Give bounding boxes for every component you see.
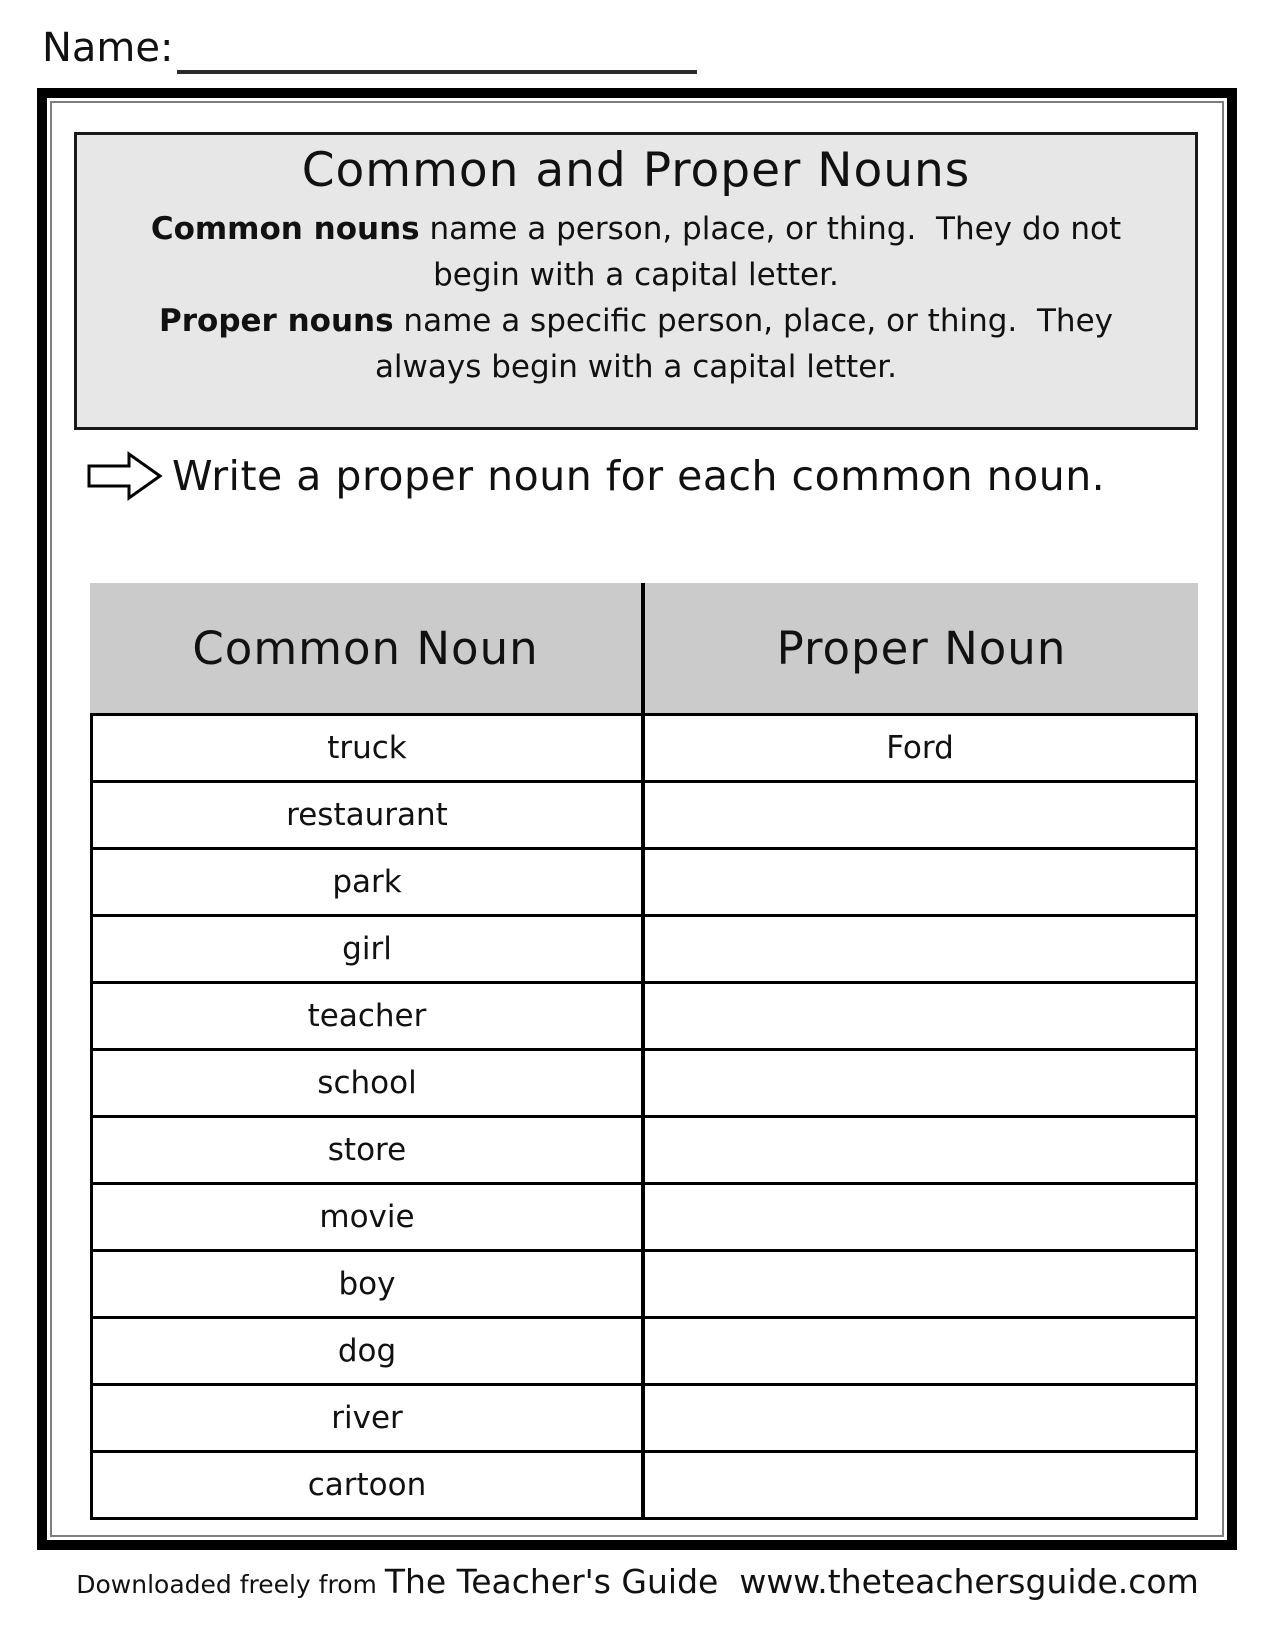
proper-noun-blank[interactable] [645, 917, 1195, 981]
common-noun-cell: girl [93, 917, 645, 981]
common-noun-cell: park [93, 850, 645, 914]
table-row [93, 1453, 1195, 1517]
common-noun-cell: store [93, 1118, 645, 1182]
table-row [93, 1051, 1195, 1118]
definition-line [77, 344, 1195, 390]
definition-line-text: name a person, place, or thing. They do not [419, 211, 1122, 247]
table-row [93, 1185, 1195, 1252]
footer-site-name: The Teacher's Guide [384, 1562, 719, 1601]
table-row [93, 984, 1195, 1051]
definition-term: Common nouns [150, 211, 420, 247]
table-row [93, 917, 1195, 984]
definition-line-text: name a specific person, place, or thing. They [393, 303, 1113, 339]
instruction-text: Write a proper noun for each common noun. [172, 452, 1106, 500]
footer-url: www.theteachersguide.com [739, 1562, 1199, 1601]
table-row [93, 1319, 1195, 1386]
footer-spacer [718, 1562, 739, 1601]
table-row [93, 783, 1195, 850]
proper-noun-blank[interactable] [645, 1185, 1195, 1249]
definition-line [77, 206, 1195, 252]
worksheet-title: Common and Proper Nouns [301, 143, 971, 198]
proper-noun-blank[interactable] [645, 1453, 1195, 1517]
proper-noun-blank[interactable] [645, 1252, 1195, 1316]
table-row [93, 1118, 1195, 1185]
footer-credit [0, 1562, 1275, 1601]
common-noun-cell: school [93, 1051, 645, 1115]
proper-noun-blank[interactable] [645, 984, 1195, 1048]
instruction-row [86, 450, 1105, 502]
definition-line [77, 298, 1195, 344]
definition-term: Proper nouns [159, 303, 394, 339]
common-noun-cell: truck [93, 716, 645, 780]
common-noun-cell: teacher [93, 984, 645, 1048]
right-arrow-icon [86, 450, 164, 502]
column-header-common-noun: Common Noun [90, 583, 645, 713]
common-noun-cell: movie [93, 1185, 645, 1249]
common-noun-cell: river [93, 1386, 645, 1450]
proper-noun-blank[interactable] [645, 1319, 1195, 1383]
proper-noun-blank[interactable] [645, 1118, 1195, 1182]
name-blank-line[interactable] [177, 24, 697, 74]
table-row [93, 1386, 1195, 1453]
definition-line-text: always begin with a capital letter. [374, 349, 898, 385]
name-label: Name: [42, 25, 174, 71]
proper-noun-blank[interactable] [645, 850, 1195, 914]
proper-noun-cell: Ford [886, 730, 954, 766]
proper-noun-blank[interactable] [645, 1386, 1195, 1450]
common-noun-cell: dog [93, 1319, 645, 1383]
proper-noun-blank[interactable] [645, 783, 1195, 847]
definition-line [77, 252, 1195, 298]
name-row [42, 22, 697, 74]
noun-table [90, 713, 1198, 1520]
definition-text [77, 206, 1195, 390]
common-noun-cell: boy [93, 1252, 645, 1316]
proper-noun-blank[interactable] [645, 1051, 1195, 1115]
table-row [93, 716, 1195, 783]
footer-prefix: Downloaded freely from [76, 1570, 385, 1599]
definition-box [74, 132, 1198, 430]
common-noun-cell: cartoon [93, 1453, 645, 1517]
table-row [93, 1252, 1195, 1319]
table-header-row [90, 583, 1198, 713]
table-row [93, 850, 1195, 917]
definition-line-text: begin with a capital letter. [433, 257, 839, 293]
column-header-proper-noun: Proper Noun [776, 621, 1067, 675]
common-noun-cell: restaurant [93, 783, 645, 847]
